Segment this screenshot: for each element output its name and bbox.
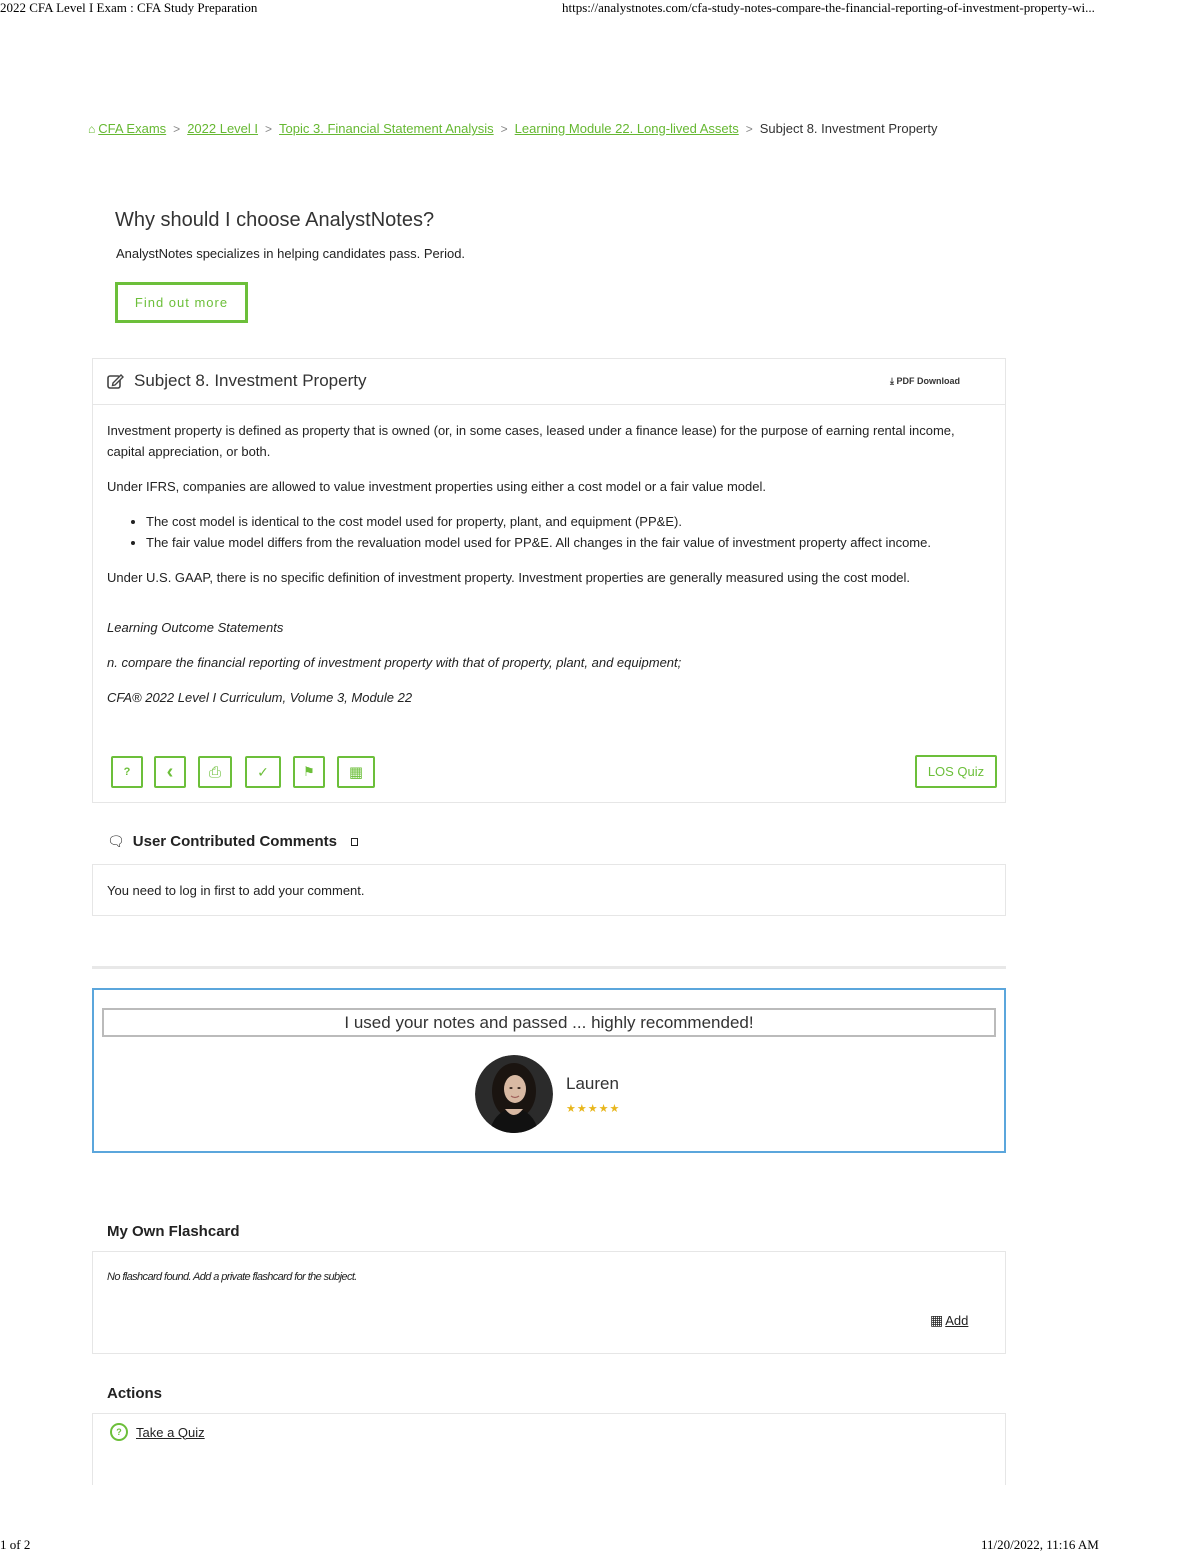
subject-title-text: Subject 8. Investment Property <box>134 371 367 390</box>
add-flashcard-link[interactable] <box>930 1312 968 1329</box>
question-circle-icon: ? <box>110 1423 128 1441</box>
breadcrumb-module[interactable]: Learning Module 22. Long-lived Assets <box>514 121 739 136</box>
bookmark-icon: ⚑ <box>303 764 315 779</box>
list-item: • The fair value model differs from the revaluation model used for PP&E. All changes in the fair value of investment property affect income. <box>146 532 992 553</box>
content-bullets <box>107 511 992 553</box>
los-heading: Learning Outcome Statements <box>107 620 284 635</box>
flashcard-title: My Own Flashcard <box>107 1223 240 1240</box>
bookmark-button[interactable] <box>293 756 325 788</box>
list-item: • The cost model is identical to the cost model used for property, plant, and equipment (PP&E). <box>146 511 992 532</box>
subject-content <box>107 420 992 602</box>
chevron-right-icon: > <box>745 121 753 136</box>
comments-title-text: User Contributed Comments <box>132 833 337 850</box>
film-icon: ▦ <box>930 1312 944 1328</box>
breadcrumb-level-1[interactable]: 2022 Level I <box>187 121 259 136</box>
checkmark-icon: ✓ <box>257 763 269 780</box>
take-quiz-label: Take a Quiz <box>136 1424 205 1440</box>
home-icon: ⌂ <box>88 121 96 136</box>
download-icon: ⤓ <box>890 376 894 386</box>
curriculum-reference: CFA® 2022 Level I Curriculum, Volume 3, Module 22 <box>107 690 413 705</box>
film-icon: ▦ <box>348 764 364 781</box>
comments-login-text: You need to log in first to add your comment. <box>107 883 365 898</box>
actions-title: Actions <box>107 1385 163 1402</box>
back-arrow-icon: ‹ <box>166 761 174 783</box>
los-item: n. compare the financial reporting of investment property with that of property, plant, and equipment; <box>107 655 682 670</box>
content-paragraph: Under U.S. GAAP, there is no specific definition of investment property. Investment properties are generally measured using the cost model. <box>107 570 911 585</box>
print-footer-page: 1 of 2 <box>0 1537 31 1552</box>
print-button[interactable] <box>198 756 232 788</box>
content-paragraph: Investment property is defined as property that is owned (or, in some cases, leased under a finance lease) for the purpose of earning rental income, capital appreciation, or both. <box>107 423 955 459</box>
content-paragraph: Under IFRS, companies are allowed to value investment properties using either a cost model or a fair value model. <box>107 479 766 494</box>
testimonial-author: Lauren <box>566 1074 619 1093</box>
question-icon: ? <box>123 766 131 778</box>
promo-title: Why should I choose AnalystNotes? <box>115 209 435 231</box>
mark-complete-button[interactable] <box>245 756 281 788</box>
video-button[interactable] <box>337 756 375 788</box>
breadcrumb-topic[interactable]: Topic 3. Financial Statement Analysis <box>279 121 494 136</box>
breadcrumb-cfa-exams[interactable]: CFA Exams <box>98 121 167 136</box>
chevron-right-icon: > <box>173 121 181 136</box>
avatar <box>475 1055 553 1133</box>
take-quiz-link[interactable] <box>110 1423 205 1441</box>
breadcrumb-current: Subject 8. Investment Property <box>759 121 938 136</box>
help-button[interactable] <box>111 756 143 788</box>
chevron-right-icon: > <box>500 121 508 136</box>
flashcard-panel <box>92 1251 1006 1354</box>
chevron-right-icon: > <box>265 121 273 136</box>
find-out-more-button[interactable]: Find out more <box>115 282 248 323</box>
breadcrumb <box>88 121 938 136</box>
flashcard-empty-text: No flashcard found. Add a private flashcard for the subject. <box>107 1271 357 1283</box>
star-rating: ★★★★★ <box>566 1103 621 1115</box>
divider <box>92 966 1006 969</box>
print-header-title: 2022 CFA Level I Exam : CFA Study Preparation <box>0 0 258 15</box>
los-quiz-button[interactable]: LOS Quiz <box>915 755 997 788</box>
pdf-download-link[interactable] <box>890 376 960 387</box>
pdf-download-label: PDF Download <box>896 376 960 386</box>
subject-title <box>107 371 366 391</box>
print-icon: ⎙ <box>208 763 221 781</box>
promo-text: AnalystNotes specializes in helping candidates pass. Period. <box>116 246 466 261</box>
comments-title <box>107 833 358 850</box>
back-button[interactable] <box>154 756 186 788</box>
print-footer-datetime: 11/20/2022, 11:16 AM <box>981 1537 1099 1552</box>
print-header-url: https://analystnotes.com/cfa-study-notes-compare-the-financial-reporting-of-investment-property-wi... <box>562 0 1095 15</box>
learning-outcome-statements <box>107 620 681 725</box>
testimonial-quote: I used your notes and passed ... highly recommended! <box>102 1008 996 1037</box>
comment-count-badge <box>351 838 358 846</box>
actions-panel <box>92 1413 1006 1485</box>
comments-icon: 🗨 <box>107 833 125 849</box>
edit-icon <box>107 374 124 389</box>
add-flashcard-label: Add <box>945 1313 969 1328</box>
